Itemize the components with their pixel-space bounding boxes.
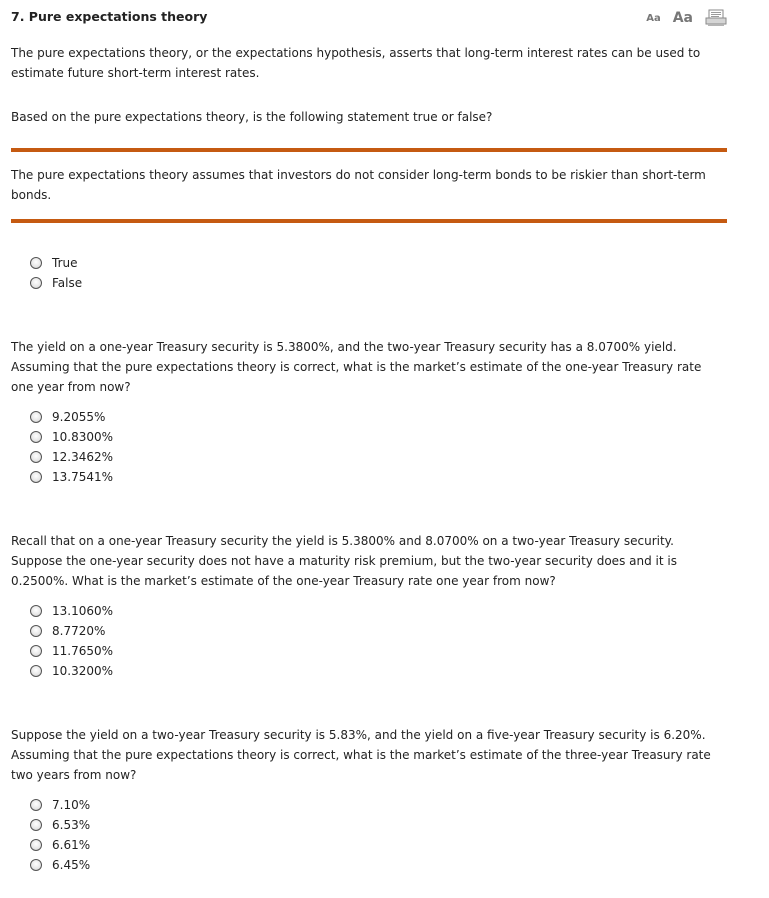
prompt-line: two years from now? (11, 768, 137, 782)
radio-button[interactable] (30, 277, 42, 289)
radio-button[interactable] (30, 625, 42, 637)
prompt-line: Suppose the yield on a two-year Treasury security is 5.83%, and the yield on a five-year Treasury security is 6.20%. (11, 728, 706, 742)
print-icon[interactable] (705, 9, 727, 27)
intro-line: The pure expectations theory, or the expectations hypothesis, asserts that long-term interest rates can be used to (11, 46, 701, 60)
q2-option-4[interactable] (30, 467, 113, 487)
statement-top-rule (11, 148, 727, 152)
q4-option-2[interactable] (30, 815, 90, 835)
q3-option-4[interactable] (30, 661, 113, 681)
q2-option-1[interactable] (30, 407, 113, 427)
radio-button[interactable] (30, 257, 42, 269)
prompt-line: Recall that on a one-year Treasury security the yield is 5.3800% and 8.0700% on a two-year Treasury security. (11, 534, 674, 548)
decrease-text-size-button[interactable]: Aa (646, 12, 661, 24)
q1-option-true[interactable] (30, 253, 82, 273)
statement-bottom-rule (11, 219, 727, 223)
option-label: False (52, 276, 83, 290)
radio-button[interactable] (30, 665, 42, 677)
radio-button[interactable] (30, 431, 42, 443)
radio-button[interactable] (30, 859, 42, 871)
option-label: 8.7720% (52, 624, 106, 638)
option-label: 6.53% (52, 818, 91, 832)
radio-button[interactable] (30, 605, 42, 617)
prompt-line: Suppose the one-year security does not have a maturity risk premium, but the two-year security does and it is (11, 554, 677, 568)
option-label: 13.7541% (52, 470, 114, 484)
radio-button[interactable] (30, 839, 42, 851)
q4-option-4[interactable] (30, 855, 90, 875)
q2-option-2[interactable] (30, 427, 113, 447)
q1-prompt: Based on the pure expectations theory, is the following statement true or false? (11, 110, 493, 124)
option-label: 10.8300% (52, 430, 114, 444)
q2-options (30, 407, 113, 487)
header-tools (646, 8, 727, 28)
option-label: 9.2055% (52, 410, 106, 424)
question-title: 7. Pure expectations theory (11, 9, 208, 24)
option-label: True (52, 256, 78, 270)
question-header (11, 8, 727, 28)
prompt-line: Assuming that the pure expectations theory is correct, what is the market’s estimate of the three-year Treasury rate (11, 748, 711, 762)
radio-button[interactable] (30, 799, 42, 811)
q1-statement (11, 165, 727, 205)
q3-option-3[interactable] (30, 641, 113, 661)
radio-button[interactable] (30, 471, 42, 483)
q4-options (30, 795, 90, 875)
option-label: 11.7650% (52, 644, 114, 658)
prompt-line: Assuming that the pure expectations theory is correct, what is the market’s estimate of the one-year Treasury rate (11, 360, 702, 374)
statement-line: The pure expectations theory assumes that investors do not consider long-term bonds to be riskier than short-term (11, 168, 706, 182)
radio-button[interactable] (30, 411, 42, 423)
radio-button[interactable] (30, 645, 42, 657)
q4-option-3[interactable] (30, 835, 90, 855)
prompt-line: one year from now? (11, 380, 131, 394)
intro-line: estimate future short-term interest rates. (11, 66, 260, 80)
option-label: 6.61% (52, 838, 91, 852)
q3-option-2[interactable] (30, 621, 113, 641)
q1-option-false[interactable] (30, 273, 82, 293)
radio-button[interactable] (30, 451, 42, 463)
q4-prompt (11, 725, 727, 785)
prompt-line: The yield on a one-year Treasury security is 5.3800%, and the two-year Treasury security has a 8.0700% yield. (11, 340, 677, 354)
option-label: 7.10% (52, 798, 91, 812)
q4-option-1[interactable] (30, 795, 90, 815)
increase-text-size-button[interactable]: Aa (672, 10, 693, 26)
q1-options (30, 253, 82, 293)
q2-option-3[interactable] (30, 447, 113, 467)
option-label: 12.3462% (52, 450, 114, 464)
q3-option-1[interactable] (30, 601, 113, 621)
prompt-line: 0.2500%. What is the market’s estimate of the one-year Treasury rate one year from now? (11, 574, 556, 588)
radio-button[interactable] (30, 819, 42, 831)
q2-prompt (11, 337, 727, 397)
q3-prompt (11, 531, 727, 591)
option-label: 13.1060% (52, 604, 114, 618)
intro-text (11, 43, 727, 83)
option-label: 6.45% (52, 858, 91, 872)
statement-line: bonds. (11, 188, 52, 202)
q3-options (30, 601, 113, 681)
option-label: 10.3200% (52, 664, 114, 678)
